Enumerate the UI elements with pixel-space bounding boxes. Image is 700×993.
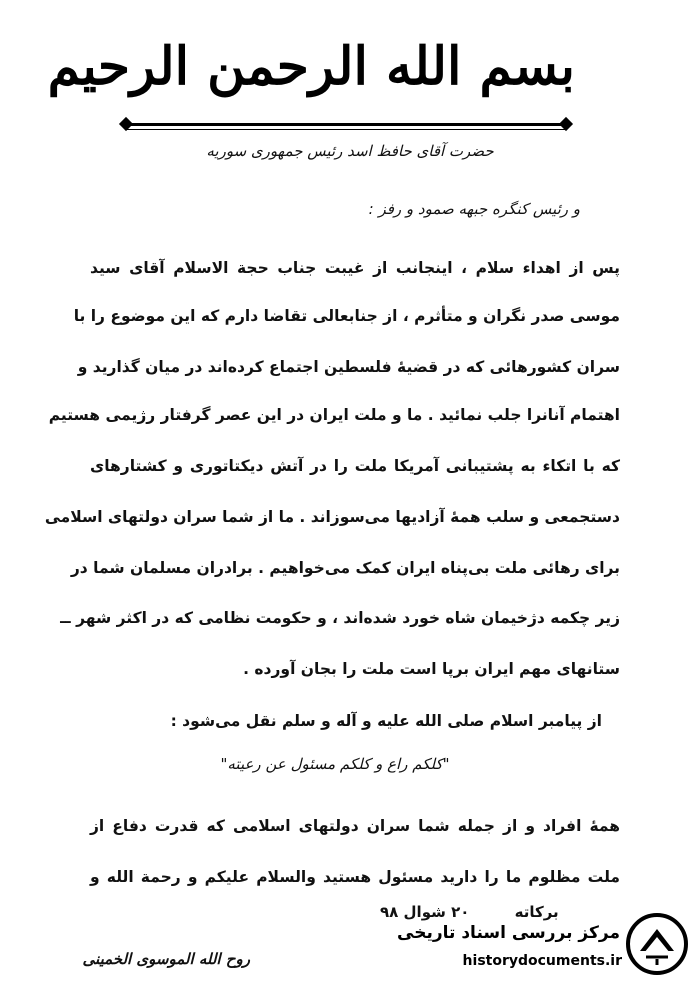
document-emblem-icon: [626, 913, 688, 975]
letter-date: ۲۰ شوال ۹۸: [380, 903, 470, 921]
hadith-quote: "کلکم راع و کلکم مسئول عن رعیته": [220, 755, 450, 773]
prophet-intro-line: از پیامبر اسلام صلی الله علیه و آله و سلم نقل می‌شود :: [170, 712, 602, 730]
closing-word: برکاته: [514, 903, 559, 921]
watermark-url: historydocuments.ir: [462, 953, 622, 969]
body-line: زیر چکمه دژخیمان شاه خورد شده‌اند ، و حکومت نظامی که در اکثر شهر ــ: [60, 609, 620, 627]
bismillah-heading: بسم الله الرحمن الرحيم: [47, 36, 575, 97]
body-line: دستجمعی و سلب همهٔ آزادیها می‌سوزاند . ما از شما سران دولتهای اسلامی: [44, 508, 620, 526]
addressee-line: حضرت آقای حافظ اسد رئیس جمهوری سوریه: [206, 142, 494, 160]
body-line: سران کشورهائی که در قضیهٔ فلسطین اجتماع کرده‌اند در میان گذارید و: [77, 358, 620, 376]
body-line: ستانهای مهم ایران برپا است ملت را بجان آورده .: [243, 660, 620, 678]
body-line: پس از اهداء سلام ، اینجانب از غیبت جناب حجة الاسلام آقای سید: [90, 259, 620, 277]
archive-watermark: [378, 905, 688, 985]
salutation-line: و رئیس کنگره جبهه صمود و رفز :: [368, 200, 580, 218]
body-line: موسی صدر نگران و متأثرم ، از جنابعالی تقاضا دارم که این موضوع را با: [73, 307, 620, 325]
watermark-title: مرکز بررسی اسناد تاریخی: [397, 923, 620, 943]
body-line: اهتمام آنانرا جلب نمائید . ما و ملت ایران در این عصر گرفتار رژیمی هستیم: [48, 406, 620, 424]
signature: روح الله الموسوی الخمینی: [82, 950, 250, 968]
closing-line: همهٔ افراد و از جمله شما سران دولتهای اسلامی که قدرت دفاع از: [90, 817, 620, 835]
body-line: که با اتکاء به پشتیبانی آمریکا ملت را در آتش دیکتاتوری و کشتارهای: [90, 457, 620, 475]
ornament-rule-thick: [125, 123, 565, 126]
ornament-rule-thin: [125, 129, 565, 130]
closing-line: ملت مظلوم ما را دارید مسئول هستید والسلام علیکم و رحمة الله و: [90, 868, 620, 886]
body-line: برای رهائی ملت بی‌پناه ایران کمک می‌خواهیم . برادران مسلمان شما در: [70, 559, 620, 577]
